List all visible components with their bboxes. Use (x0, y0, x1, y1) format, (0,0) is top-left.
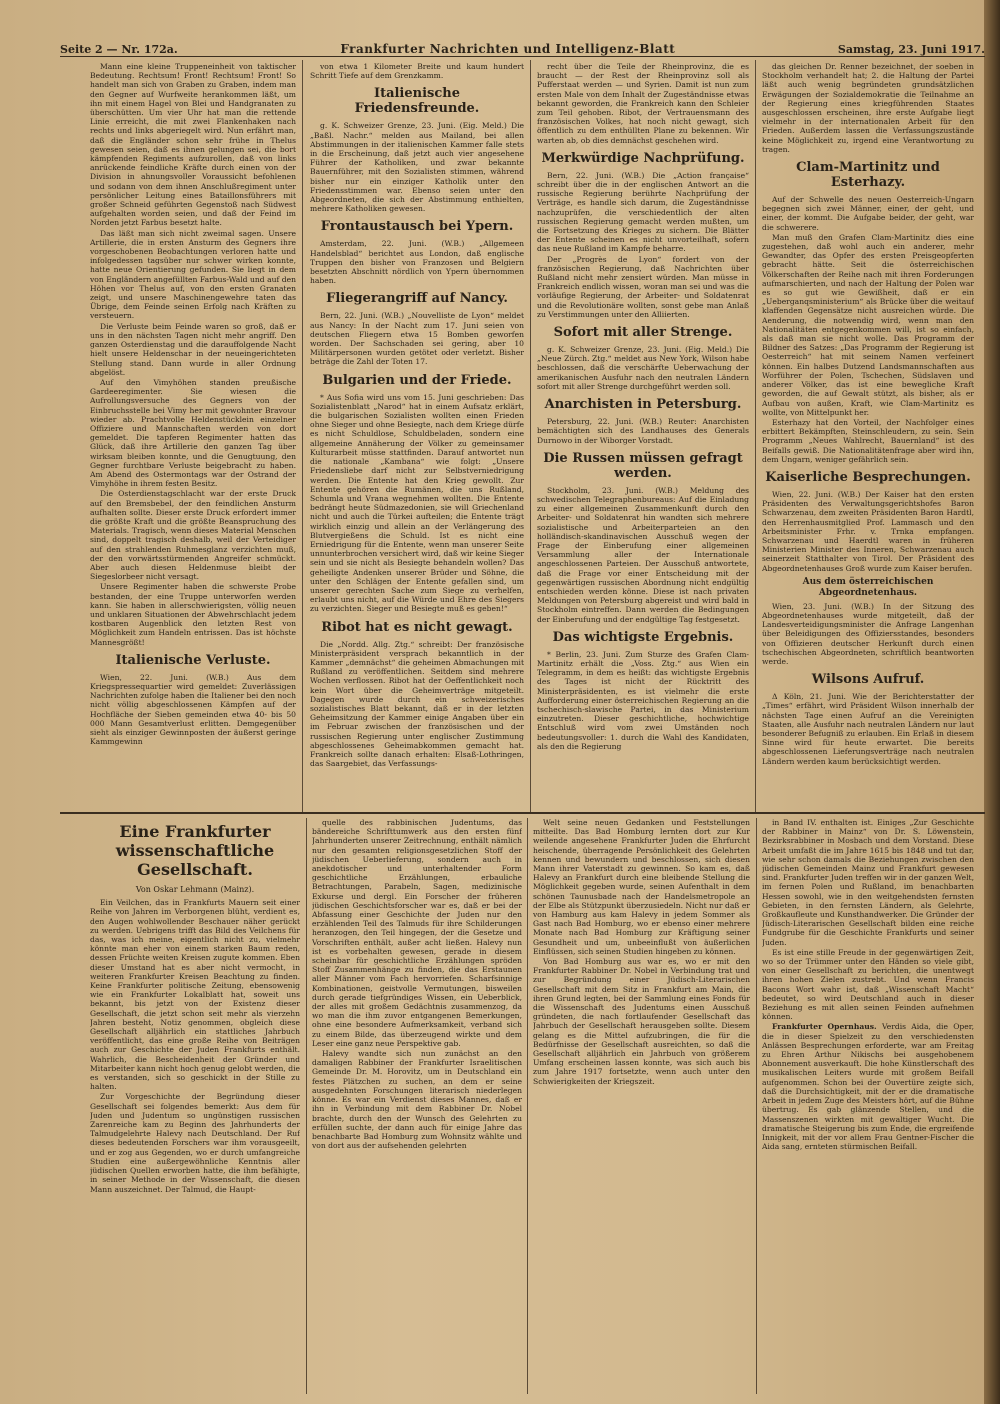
headline-anarchisten: Anarchisten in Petersburg. (544, 397, 742, 413)
page-header (60, 34, 985, 57)
headline-clam-martinitz: Clam-Martinitz und Esterhazy. (796, 160, 940, 191)
article-text: Es ist eine stille Freude in der gegenwärtigen Zeit, wo so der Trümmer unter den Händen so viele gibt, von einer Gesellschaft zu berichten, die unentwegt ihren hohen Zielen zustrebt. Und wenn Francis Bacons Wort wahr ist, daß „Wissenschaft Macht“ bedeutet, so wird Deutschland auch in dieser Beziehung es mit allen seinen Feinden aufnehmen können. (762, 947, 974, 1022)
article-text: Der „Progrès de Lyon“ fordert von der französischen Regierung, daß Nachrichten über Rußland nicht mehr zensiert würden. Man müsse in Frankreich endlich wissen, woran man sei und was die vorläufige Regierung, der Arbeiter- und Soldatenrat und die Revolutionäre wollten, sonst gebe man Anlaß zu Verstimmungen unter den Alliierten. (537, 254, 749, 319)
lower-column-3 (533, 818, 750, 1394)
column-2 (310, 62, 524, 810)
headline-sofort-strenge: Sofort mit aller Strenge. (553, 325, 733, 341)
article-text: Bern, 22. Juni. (W.B.) „Nouvelliste de Lyon“ meldet aus Nancy: In der Nacht zum 17. Juni seien von deutschen Fliegern etwa 15 Bomben geworfen worden. Der Sachschaden sei gering, aber 10 Militärpersonen wurden getötet oder verletzt. Bisher beträge die Zahl der Toten 17. (310, 311, 524, 367)
binding-edge (984, 0, 1000, 1404)
column-4 (762, 62, 974, 810)
article-text: Verdis Aida, die Oper, die in dieser Spielzeit zu den verschiedensten Anlässen Besprechungen erforderte, war am Freitag zu Ehren Arthur Nikischs bei ausgehobenem Abonnement ausverkauft. Die hohe Künstlerschaft des musikalischen Leiters wurde mit großem Beifall aufgenommen. Schon bei der Ouvertüre zeigte sich, daß die Durchsichtigkeit, mit der er die dramatische Arbeit in jedem Zuge des Meisters hört, auf die Bühne übertrug. Es gab glänzende Stellen, und die Massenszenen wirkten mit gewaltiger Wucht. Die dramatische Steigerung bis zum Ende, die ergreifende Innigkeit, mit der vor allem Frau Gentner-Fischer die Aida sang, ernteten stürmischen Beifall. (762, 1022, 974, 1152)
byline: Von Oskar Lehmann (Mainz). (135, 885, 255, 894)
column-3 (537, 62, 749, 810)
column-rule (527, 818, 528, 1394)
headline-kaiserliche-besprechungen: Kaiserliche Besprechungen. (765, 469, 971, 485)
headline-bulgarien: Bulgarien und der Friede. (322, 372, 512, 388)
article-text: quelle des rabbinischen Judentums, das bändereiche Schrifttumwerk aus den ersten fünf Jahrhunderten unserer Zeitrechnung, enthält nämlich nur den gesamten religionsgesetzlichen Stoff der jüdischen Ueberlieferung, sondern auch in anekdotischer und unterhaltender Form geschichtliche Erzählungen, erbauliche Betrachtungen, Parabeln, Sagen, medizinische Exkurse und dergl. Ein Forscher der früheren jüdischen Geschichtsforscher war es, daß er bei der Abfassung einer Geschichte der Juden nur den erzählenden Teil des Talmuds für ihre Schilderungen heranzogen, den Teil hingegen, der die Gesetze und Vorschriften enthält, außer acht ließen. Halevy nun ist es vorbehalten gewesen, gerade in diesem scheinbar für geschichtliche Erzählungen spröden Stoff Zusammenhänge zu finden, die das Erstaunen aller Männer vom Fach hervorriefen. Scharfsinnige Kombinationen, geistvolle Vermutungen, bisweilen durch gerade tiefgründiges Wissen, ein Ueberblick, der alles mit großem Gedächtnis zusammenzog, da wo man die ihm zuvor entgangenen Bemerkungen, ohne eine besondere Aufmerksamkeit, verband sich zu einem Bilde, das überzeugend wirkte und dem Leser eine ganz neue Perspektive gab. (312, 818, 522, 1048)
article-text: Welt seine neuen Gedanken und Feststellungen mitteilte. Das Bad Homburg lernten dort zur Kur weilende angesehene Frankfurter Juden die Ehrfurcht heischende, überragende Persönlichkeit des Gelehrten kennen und bewundern und beschlossen, sich diesen Mann ihrer Vaterstadt zu gewinnen. So kam es, daß Halevy an Frankfurt durch eine bleibende Stellung die Möglichkeit gegeben wurde, seinen Aufenthalt in dem schönen Taunusbade nach der Handelsmetropole an der Elbe als Stützpunkt überzusiedeln. Nicht nur daß er von Hamburg aus kam Halevy in jedem Sommer als Gast nach Bad Homburg, wo er ebenso einer mehrere Monate nach Bad Homburg zur Kräftigung seiner Gesundheit und um, unbeeinflußt von äußerlichen Einflüssen, sich seinen Studien hingeben zu können. (533, 818, 750, 956)
headline-friedensfreunde: Italienische Friedensfreunde. (354, 86, 480, 117)
headline-wilson: Wilsons Aufruf. (811, 672, 925, 688)
article-text: g. K. Schweizer Grenze, 23. Juni. (Eig. Meld.) Die „Neue Zürch. Ztg.“ meldet aus New York, Wilson habe beschlossen, daß die verschärfte Ueberwachung der amerikanischen Ausfuhr nach den neutralen Ländern sofort mit aller Strenge durchgeführt werden soll. (537, 345, 749, 391)
article-text: in Band IV. enthalten ist. Einiges „Zur Geschichte der Rabbiner in Mainz“ von Dr. S. Löwenstein, Bezirksrabbiner in Mosbach und dem Vorstand. Diese Arbeit umfaßt die im Jahre 1615 bis 1848 und tut dar, wie sehr schon damals die Beziehungen zwischen den jüdischen Gemeinden Mainz und Frankfurt gewesen sind. Frankfurter Juden treffen wir in der ganzen Welt, im fernen Polen und Rußland, im benachbarten Hessen sowohl, wie in den weitgehendsten fernsten Gebieten, in den fernsten Ländern, als Gelehrte, Großkaufleute und Kunsthandwerker. Die Gründer der Jüdisch-Literarischen Gesellschaft bilden eine reiche Fundgrube für die Geschichte Frankfurts und seiner Juden. (762, 818, 974, 947)
article-text: Wien, 22. Juni. (W.B.) Der Kaiser hat den ersten Präsidenten des Verwaltungsgerichtshofes Baron Schwarzenau, dem zweiten Präsidenten Baron Hardtl, den Herrenhausmitglied Prof. Lammasch und den Arbeitsminister Frhr. v. Trnka empfangen. Schwarzenau und Haerdtl waren in früheren Ministerien Minister des Inneren, Schwarzenau auch seinerzeit Statthalter von Tirol. Der Präsident des Abgeordnetenhauses Groß wurde zum Kaiser berufen. (762, 489, 974, 573)
column-rule (530, 60, 531, 812)
article-text: * Berlin, 23. Juni. Zum Sturze des Grafen Clam-Martinitz erhält die „Voss. Ztg.“ aus Wien ein Telegramm, in dem es heißt: das wichtigste Ergebnis des Tages ist nicht der Rücktritt des Ministerpräsidenten, es ist vielmehr die erste Aufforderung einer österreichischen Regierung an die tschechisch-slawische Partei, in das Ministerium einzutreten. Dieser geschichtliche, hochwichtige Entschluß wird vom zwei Umständen noch bedeutungsvoller: 1. durch die Wahl des Kandidaten, als den die Regierung (537, 649, 749, 751)
header-page-number: Seite 2 — Nr. 172a. (60, 43, 178, 56)
article-text: * Aus Sofia wird uns vom 15. Juni geschrieben: Das Sozialistenblatt „Narod“ hat in einem Aufsatz erklärt, die bulgarischen Sozialisten wollten einen Frieden ohne Sieger und ohne Besiegte, nach dem Kriege dürfe es nicht Schuldlose, Schuldbeladen, sondern eine allgemeine Annäherung der Völker zu gemeinsamer Kulturarbeit müsse stattfinden. Darauf antwortet nun die nationale „Kambana“ wie folgt: „Unsere Friedensliebe darf nicht zur Selbstverniedrigung werden. Die Entente hat den Krieg gewollt. Zur Entente gehören die Rumänen, die uns Rußland, Schumla und Vrana wegnehmen wollten. Die Entente bedrängt heute Südmazedonien, sie will Griechenland nicht und auch die Türkei aufteilen; die Entente trägt wirklich einzig und allein an der Verlängerung des Blutvergießens die Schuld. Ist es nicht eine Erniedrigung für die Entente, wenn man unserer Seite unnunterbrochen versichert wird, daß wir keine Sieger sein und sie nicht als Besiegte behandeln wollen? Das geheiligte Andenken unserer Brüder und Söhne, die unter den Schlägen der Entente gefallen sind, um unserer gerechten Sache zum Siege zu verhelfen, erlaubt uns nicht, auf die Würde und Ehre des Siegers zu verzichten. Sieger und Besiegte muß es geben!“ (310, 392, 524, 614)
header-masthead: Frankfurter Nachrichten und Intelligenz-Blatt (340, 42, 676, 56)
article-text: Die Verluste beim Feinde waren so groß, daß er uns in den nächsten Tagen nicht mehr angriff. Den ganzen Osterdienstag und die darauffolgende Nacht hielt unsere Heldenschar in der neueingerichteten Stellung stand. Dann wurde in aller Ordnung abgelöst. (90, 321, 296, 377)
headline-abgeordnetenhaus: Aus dem österreichischen Abgeordnetenhaus. (802, 576, 934, 598)
feature-headline: Eine Frankfurter wissenschaftliche Gesellschaft. (115, 822, 275, 879)
opernhaus-heading: Frankfurter Opernhaus. (772, 1022, 877, 1032)
article-text: Auf der Schwelle des neuen Oesterreich-Ungarn begegnen sich zwei Männer, einer, der geht, und einer, der kommt. Die Aufgabe beider, der geht, war die schwerere. (762, 195, 974, 232)
opernhaus-notice (762, 1022, 974, 1151)
article-text: recht über die Teile der Rheinprovinz, die es braucht — der Rest der Rheinprovinz soll als Pufferstaat werden — und Syrien. Damit ist nun zum ersten Male von dem Inhalt der Zugeständnisse etwas bekannt geworden, die Frankreich kann den Schleier zum Teil gehoben. Ribot, der Vertrauensmann des französischen Volkes, hat noch nicht gewagt, sich öffentlich zu dem enthüllten Plane zu bekennen. Wir warten ab, ob dies demnächst geschehen wird. (537, 62, 749, 145)
article-text: g. K. Schweizer Grenze, 23. Juni. (Eig. Meld.) Die „Baßl. Nachr.“ melden aus Mailand, bei allen Abstimmungen in der italienischen Kammer falle stets in die Erscheinung, daß jetzt auch vier angesehene Führer der Katholiken, und zwar bekannte Bauernführer, mit den Sozialisten stimmen, während bisher nur ein einziger Katholik unter den Friedensstimmen war. Ebenso seien unter den Abgeordneten, die sich der Abstimmung enthielten, mehrere Katholiken gewesen. (310, 121, 524, 214)
article-text: Auf den Vimyhöhen standen preußische Gardeeregimenter. Sie wiesen die Aufrollungsversuche des Gegners von der Einbruchsstelle bei Vimy her mit gewohnter Bravour wieder ab. Prachtvolle Heldenstücklein einzelner Offiziere und Mannschaften werden von dort gemeldet. Die tapferen Regimenter hatten das Glück, daß ihre Artillerie den ganzen Tag über wirksam bleiben konnte, und die Genugtuung, den Gegner furchtbare Verluste beigebracht zu haben. Am Abend des Ostermontags war der Ostrand der Vimyhöhe in ihrem festen Besitz. (90, 377, 296, 489)
lower-column-1 (90, 818, 300, 1394)
column-rule (306, 818, 307, 1394)
article-text: Die Osterdienstagschlacht war der erste Druck auf den Bremsbebel, der den feindlichen Ansturm aufhalten sollte. Dieser erste Druck erfordert immer die größte Kraft und die größte Beanspruchung des Materials. Tragisch, wenn dieses Material Menschen sind, doppelt tragisch deshalb, weil der Verteidiger auf den strahlenden Ruhmesglanz verzichten muß, der den vorwärtsstürmenden Angreifer schmückt. Aber auch diesen Heldenmuse bleibt der Siegeslorbeer nicht versagt. (90, 489, 296, 582)
article-text: Stockholm, 23. Juni. (W.B.) Meldung des schwedischen Telegraphenbureaus: Auf die Einladung zu einer allgemeinen Zusammenkunft durch den Arbeiter- und Soldatenrat hin wandten sich mehrere sozialistische und Arbeiterparteien an den holländisch-skandinavischen Ausschuß wegen der Frage der Einberufung einer allgemeinen Versammlung aller der Internationale angeschlossenen Parteien. Der Ausschuß antwortete, daß die Frage vor einer Entscheidung mit der gegenwärtigen russischen Abordnung nicht endgültig entschieden werden könne. Diese ist nach privaten Meldungen von Petersburg abgereist und wird bald in Stockholm eintreffen. Dann werden die Bedingungen der Einberufung und der endgültige Tag festgesetzt. (537, 485, 749, 624)
article-text: Wien, 23. Juni. (W.B.) In der Sitzung des Abgeordnetenhauses wurde mitgeteilt, daß der Landesverteidigungsminister die Anfrage Langenhan über Beleidigungen des Offiziersstandes, besonders von Offizieren deutscher Herkunft durch einen tschechischen Abgeordneten, schriftlich beantworten werde. (762, 601, 974, 666)
article-text: Wien, 22. Juni. (W.B.) Aus dem Kriegspressequartier wird gemeldet: Zuverlässigen Nachrichten zufolge haben die Italiener bei den noch nicht völlig abgeschlossenen Kämpfen auf der Hochfläche der Sieben gemeinden etwa 40- bis 50 000 Mann Gesamtverlust erlitten. Demgegenüber sieht als einziger Gewinnposten der äußerst geringe Kammgewinn (90, 672, 296, 747)
article-text: Unsere Regimenter haben die schwerste Probe bestanden, der eine Truppe unterworfen werden kann. Sie haben in allerschwierigsten, völlig neuen und unklaren Situationen der Abwehrschlacht jedem kostbaren Augenblick den letzten Rest von Möglichkeit zum Handeln entrissen. Das ist höchste Mannesgrößt! (90, 582, 296, 647)
section-divider (60, 812, 985, 814)
article-text: Mann eine kleine Truppeneinheit von taktischer Bedeutung. Rechtsum! Front! Rechtsum! Front! So handelt man sich von Graben zu Graben, indem man den Gegner auf Wurfweite herankommen läßt, um ihn mit einem Hagel von Blei und Handgranaten zu überschütten. Um vier Uhr hat man die rettende Linie erreicht, die mit zwei Flankenhaken nach rechts und links abgeriegelt wird. Nun erfährt man, daß die Engländer schon sehr frühe in Thelus gewesen seien, daß es ihnen gelungen sei, die bort kämpfenden Regiments aufzurollen, daß von links anrückende feindliche Kräfte durch einen von der Division in ahnungsvoller Voraussicht befohlenen und sodann von dem ihnen Anschlußregiment unter persönlicher Leitung eines Bataillonsführers mit großer Schneid geführten Gegenstoß nach Südwest aufgehalten worden seien, und daß der Feind im Norden jetzt Farbus besetzt halte. (90, 62, 296, 228)
article-text: Amsterdam, 22. Juni. (W.B.) „Allgemeen Handelsblad“ berichtet aus London, daß englische Truppen den bisher von Franzosen und Belgiern besetzten Abschnitt nördlich von Ypern übernommen haben. (310, 239, 524, 286)
article-text: Die „Nordd. Allg. Ztg.“ schreibt: Der französische Ministerpräsident versprach bekanntlich in der Kammer „demnächst“ die geheimen Abmachungen mit Rußland zu veröffentlichen. Seitdem sind mehrere Wochen verflossen. Ribot hat der Oeffentlichkeit noch kein Wort über die Geheimverträge mitgeteilt. Dagegen wurde durch ein schweizerisches sozialistisches Blatt bekannt, daß er in der letzten Geheimsitzung der Kammer einige Angaben über ein im Februar zwischen der französischen und der russischen Regierung unter englischer Zustimmung abgeschlossenes Geheimabkommen gemacht hat. Frankreich sollte danach erhalten: Elsaß-Lothringen, das Saargebiet, das Verfassungs- (310, 639, 524, 769)
column-rule (756, 818, 757, 1394)
article-text: das gleichen Dr. Renner bezeichnet, der soeben in Stockholm verhandelt hat; 2. die Haltung der Partei läßt auch wenig begründeten grundsätzlichen Erwägungen der Sozialdemokratie die Teilnahme an der Regierung eines kriegführenden Staates ausgeschlossen erscheinen, ihre erste Aufgabe liegt vielmehr in der internationalen Arbeit für den Frieden. Außerdem lassen die Verfassungszustände keine Möglichkeit zu, irgend eine Verantwortung zu tragen. (762, 62, 974, 154)
headline-ergebnis: Das wichtigste Ergebnis. (552, 629, 734, 645)
column-1 (90, 62, 296, 810)
headline-russen: Die Russen müssen gefragt werden. (543, 450, 743, 481)
headline-ribot: Ribot hat es nicht gewagt. (321, 619, 513, 635)
lower-column-4 (762, 818, 974, 1394)
lower-column-2 (312, 818, 522, 1394)
headline-fliegerangriff: Fliegerangriff auf Nancy. (326, 291, 508, 307)
article-text: von etwa 1 Kilometer Breite und kaum hundert Schritt Tiefe auf dem Grenzkamm. (310, 62, 524, 81)
article-text: Zur Vorgeschichte der Begründung dieser Gesellschaft sei folgendes bemerkt: Aus dem für Juden und Judentum so ungünstigen russischen Zarenreiche kam zu Beginn des Jahrhunderts der Talmudgelehrte Halevy nach Deutschland. Der Ruf dieses bedeutenden Forschers war ihm vorausgeeilt, und er zog aus Gegenden, wo er durch umfangreiche Studien eine außergewöhnliche Kenntnis aller jüdischen Quellen erworben hatte, die ihm befähigte, in seiner Methode in der Wissenschaft, die diesen Mann auszeichnet. Der Talmud, die Haupt- (90, 1092, 300, 1194)
article-text: Bern, 22. Juni. (W.B.) Die „Action française“ schreibt über die in der englischen Antwort an die russische Regierung berührte Nachprüfung der Verträge, es handle sich darum, die Zugeständnisse nachzuprüfen, die verschiedentlich der alten russischen Regierung gemacht werden mußten, um die Fortsetzung des Krieges zu sichern. Die Blätter der Entente scheinen es nicht unvorteilhaft, sofern das neue Rußland im Kampfe beharre. (537, 170, 749, 254)
column-rule (302, 60, 303, 812)
header-date: Samstag, 23. Juni 1917. (837, 43, 985, 56)
article-text: Ein Veilchen, das in Frankfurts Mauern seit einer Reihe von Jahren im Verborgenen blüht, verdient es, den Augen wohlwollender Beschauer näher gerückt zu werden. Uebrigens trifft das Bild des Veilchens für das, was ich meine, eigentlich nicht zu, vielmehr könnte man eher von einem starken Baum reden, dessen Früchte weiten Kreisen zugute kommen. Eben dieser Umstand hat es aber nicht vermocht, in weiteren Frankfurter Kreisen Beachtung zu finden. Keine Frankfurter politische Zeitung, ebensowenig wie ein Frankfurter Lokalblatt hat, soweit uns bekannt, bis jetzt von der Existenz dieser Gesellschaft, die jetzt schon seit mehr als vierzehn Jahren besteht, Notiz genommen, obgleich diese Gesellschaft alljährlich ein stattliches Jahrbuch veröffentlicht, das eine große Reihe von Beiträgen auch zur Geschichte der Juden Frankfurts enthält. Wahrlich, die Bescheidenheit der Gründer und Mitarbeiter kann nicht hoch genug gelobt werden, die es verstanden, sich so geschickt in der Stille zu halten. (90, 898, 300, 1092)
article-text: Δ Köln, 21. Juni. Wie der Berichterstatter der „Times“ erfährt, wird Präsident Wilson innerhalb der nächsten Tage einen Aufruf an die Vereinigten Staaten, alle Ausfuhr nach neutralen Ländern nur laut besonderer Befugniß zu erlauben. Ein Erlaß in diesem Sinne wird für heute erwartet. Die bereits abgeschlossenen Lieferungsverträge nach neutralen Ländern werden kaum berücksichtigt werden. (762, 692, 974, 766)
article-text: Das läßt man sich nicht zweimal sagen. Unsere Artillerie, die in ersten Ansturm des Gegners ihre vorgeschobenen Beobachtungen verloren hatte und infolgedessen tagsüber nur schwer wirken konnte, hatte neue Orientierung gefunden. Sie liegt in dem von Engländern angefüllten Farbus-Wald und auf den Höhen vor Thelus auf, von den ersten Granaten zeigt, und unsere Maschinengewehre taten das Übrige, dem Feinde seinen Erfolg nach Kräften zu versteuern. (90, 228, 296, 321)
article-text: Petersburg, 22. Juni. (W.B.) Reuter: Anarchisten bemächtigten sich des Landhauses des Generals Durnowo in der Wiborger Vorstadt. (537, 417, 749, 445)
article-text: Esterhazy hat den Vorteil, der Nachfolger eines erbittert Bekämpften, Steinschleudern, zu sein. Sein Programm „Neues Wahlrecht, Bauernland“ ist des Beifalls gewiß. Die Nationalitätenfrage aber wird ihn, dem Ungarn, weniger gefährlich sein. (762, 417, 974, 464)
article-text: Man muß den Grafen Clam-Martinitz dies eine zugestehen, daß wohl auch ein anderer, mehr Gewandter, das Opfer des ersten Preisgeopferten gebracht hätte. Seit die österreichischen Völkerschaften der Reihe nach mit ihren Forderungen aufmarschierten, und nach der Haltung der Polen war es so gut wie Gewißheit, daß er ein „Ueberganqsministerium“ als Brücke über die weitauf klaffenden Gegensätze nicht ausreichen würde. Die Aenderung, die notwendig wird, wenn man den Nationalitäten entgegenkommen will, ist so einfach, als daß man sie nicht wolle. Das Programm der Bildner des Satzes: „Das Programm der Regierung ist Oesterreich“ hat mit seinem Namen verfeinert können. Ein halbes Dutzend Landsmannschaften aus Worführer der Polen, Tschechen, Südslaven und anderer Völker, das ist eine bewegliche Kraft geworden, die auf Gewalt stützt, als bisher, als er Aufbau von außen, Kraft, wie Clam-Martinitz es wollte, von Mittelpunkt her. (762, 232, 974, 417)
headline-italienische-verluste: Italienische Verluste. (115, 652, 271, 668)
column-rule (755, 60, 756, 812)
article-text: Von Bad Homburg aus war es, wo er mit den Frankfurter Rabbiner Dr. Nobel in Verbindung trat und zur Begründung einer Jüdisch-Literarischen Gesellschaft mit dem Sitz in Frankfurt am Main, die ihren Grund legten, bei der Sammlung eines Fonds für die Wissenschaft des Judentums einen Ausschuß gründeten, die nach fortlaufender Gesellschaft das Jahrbuch der Gesellschaft herausgeben sollte. Diesem gelang es die Mittel aufzubringen, die für die Bedürfnisse der Gesellschaft ausreichten, so daß die Gesellschaft alljährlich ein Jahrbuch von größerem Umfang erscheinen lassen konnte, was sich auch bis zum Jahre 1917 fortsetzte, wenn auch unter den Schwierigkeiten der Kriegszeit. (533, 957, 750, 1086)
headline-frontaustausch: Frontaustausch bei Ypern. (320, 219, 514, 235)
article-text: Halevy wandte sich nun zunächst an den damaligen Rabbiner der Frankfurter Israelitischen Gemeinde Dr. M. Horovitz, um in Deutschland ein festes Plätzchen zu suchen, an dem er seine ausgedehnten Forschungen literarisch niederlegen könne. Es war ein Verdienst dieses Mannes, daß er ihn in Verbindung mit dem Rabbiner Dr. Nobel brachte, durch den der Wunsch des Gelehrten zu erfüllen suchte, der dann auch für einige Jahre das benachbarte Bad Homburg zum Wohnsitz wählte und von dort aus der aufsehenden gelehrten (312, 1049, 522, 1151)
headline-nachpruefung: Merkwürdige Nachprüfung. (541, 150, 745, 166)
